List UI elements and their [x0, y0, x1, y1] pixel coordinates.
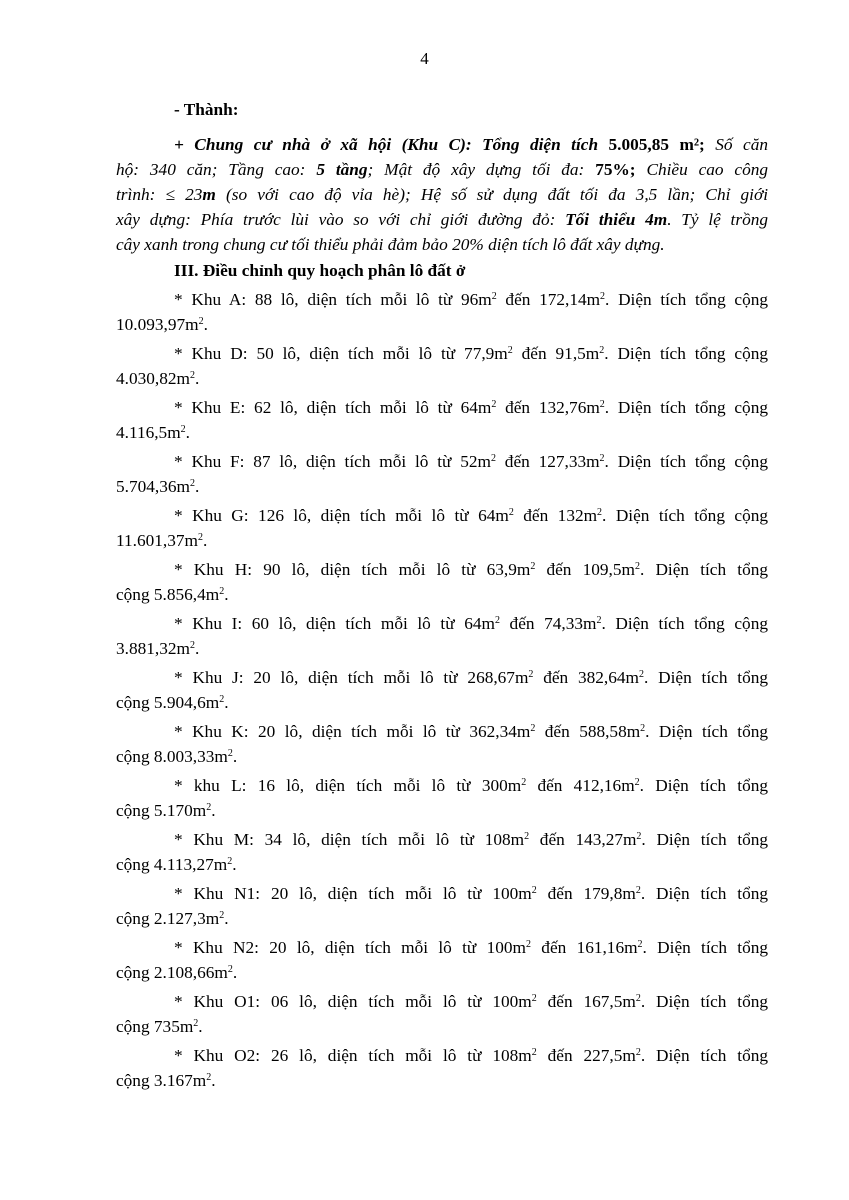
lot-paragraph — [116, 611, 768, 661]
superscript-2: 2 — [531, 1047, 537, 1059]
lot-paragraph — [116, 665, 768, 715]
superscript-2: 2 — [634, 777, 640, 789]
lot-paragraph — [116, 449, 768, 499]
page-number: 4 — [420, 49, 429, 68]
superscript-2: 2 — [599, 345, 605, 357]
lot-area-from: $100m^2$ — [492, 992, 537, 1011]
lot-area-to: $91,5m^2$ — [555, 344, 605, 363]
lot-count: 20 lô — [253, 668, 294, 687]
lot-line-2: $10.093,97m^2$. — [116, 315, 208, 334]
superscript-2: 2 — [189, 478, 195, 490]
lot-den: đến — [541, 938, 567, 957]
lot-line-2: $5.704,36m^2$. — [116, 477, 200, 496]
lot-zone: * Khu A: — [174, 290, 247, 309]
lot-line-1: * khu L: 16 lô, diện tích mỗi lô từ $300m^2$ đến $412,16m^2$. Diện tích tổng — [174, 776, 768, 795]
heading-iii: III. Điều chỉnh quy hoạch phân lô đất ở — [174, 261, 466, 280]
khu-c-line4a: xây dựng: Phía trước lùi vào so với chỉ giới đường đỏ: — [116, 210, 556, 229]
superscript-2: 2 — [508, 507, 514, 519]
lot-zone: * Khu N2: — [174, 938, 259, 957]
lot-total-lead: Diện tích tổng — [658, 668, 769, 687]
superscript-2: 2 — [219, 694, 225, 706]
paragraph-khu-c — [116, 132, 768, 257]
lot-area-from: $64m^2$ — [464, 614, 500, 633]
superscript-2: 2 — [206, 1072, 212, 1084]
lot-area-to: $227,5m^2$ — [583, 1046, 641, 1065]
lot-line-1: * Khu G: 126 lô, diện tích mỗi lô từ $64m^2$ đến $132m^2$. Diện tích tổng cộng — [174, 506, 768, 525]
khu-c-area: 5.005,85 m²; — [608, 135, 705, 154]
lot-phrase: diện tích mỗi lô từ — [320, 506, 469, 525]
lot-line-2: cộng $2.108,66m^2$. — [116, 963, 238, 982]
lot-line-1: * Khu O1: 06 lô, diện tích mỗi lô từ $100m^2$ đến $167,5m^2$. Diện tích tổng — [174, 992, 769, 1011]
lot-count: 20 lô — [258, 722, 299, 741]
lot-total-lead: Diện tích tổng — [657, 938, 768, 957]
khu-c-line2a: hộ: 340 căn; Tầng cao: — [116, 160, 306, 179]
lot-zone: * Khu D: — [174, 344, 248, 363]
superscript-2: 2 — [521, 777, 527, 789]
lot-count: 16 lô — [257, 776, 300, 795]
lot-area-from: $64m^2$ — [478, 506, 514, 525]
lot-line-1: * Khu E: 62 lô, diện tích mỗi lô từ $64m^2$ đến $132,76m^2$. Diện tích tổng cộng — [174, 398, 768, 417]
lot-paragraph — [116, 395, 768, 445]
lot-line-1: * Khu D: 50 lô, diện tích mỗi lô từ $77,9m^2$ đến $91,5m^2$. Diện tích tổng cộng — [174, 344, 769, 363]
khu-c-density: 75%; — [595, 160, 636, 179]
lot-total: cộng $2.108,66m^2$ — [116, 963, 233, 982]
lot-zone: * Khu K: — [174, 722, 249, 741]
lot-paragraph — [116, 557, 768, 607]
superscript-2: 2 — [507, 345, 513, 357]
lot-line-1: * Khu N2: 20 lô, diện tích mỗi lô từ $100m^2$ đến $161,16m^2$. Diện tích tổng — [174, 938, 768, 957]
lot-count: 60 lô — [251, 614, 293, 633]
lot-total: cộng $5.904,6m^2$ — [116, 693, 225, 712]
lot-total: $10.093,97m^2$ — [116, 315, 204, 334]
superscript-2: 2 — [198, 316, 204, 328]
lot-total-lead: Diện tích tổng cộng — [615, 614, 768, 633]
lot-area-to: $412,16m^2$ — [573, 776, 640, 795]
lot-phrase: diện tích mỗi lô từ — [311, 722, 460, 741]
lot-line-2: cộng $5.170m^2$. — [116, 801, 216, 820]
lot-total: $3.881,32m^2$ — [116, 639, 195, 658]
lot-phrase: diện tích mỗi lô từ — [327, 992, 482, 1011]
lot-paragraph — [116, 773, 768, 823]
lot-total: $5.704,36m^2$ — [116, 477, 195, 496]
khu-c-line3a: trình: ≤ 23 — [116, 185, 203, 204]
lot-total: cộng $2.127,3m^2$ — [116, 909, 225, 928]
lot-count: 90 lô — [263, 560, 306, 579]
lot-den: đến — [504, 452, 530, 471]
lot-area-from: $63,9m^2$ — [486, 560, 536, 579]
lot-line-1: * Khu F: 87 lô, diện tích mỗi lô từ $52m^2$ đến $127,33m^2$. Diện tích tổng cộng — [174, 452, 768, 471]
superscript-2: 2 — [524, 831, 530, 843]
lot-zone: * khu L: — [174, 776, 247, 795]
lot-area-from: $52m^2$ — [460, 452, 496, 471]
lot-count: 26 lô — [270, 1046, 313, 1065]
lot-zone: * Khu E: — [174, 398, 246, 417]
lot-total-lead: Diện tích tổng — [656, 1046, 769, 1065]
superscript-2: 2 — [599, 399, 605, 411]
lot-line-1: * Khu I: 60 lô, diện tích mỗi lô từ $64m^2$ đến $74,33m^2$. Diện tích tổng cộng — [174, 614, 768, 633]
superscript-2: 2 — [530, 723, 536, 735]
lot-zone: * Khu O2: — [174, 1046, 261, 1065]
lot-area-to: $161,16m^2$ — [576, 938, 643, 957]
lot-total: $4.030,82m^2$ — [116, 369, 195, 388]
khu-c-line1-rest: Số căn — [715, 135, 768, 154]
lot-paragraph — [116, 341, 768, 391]
lot-zone: * Khu F: — [174, 452, 245, 471]
lot-den: đến — [537, 776, 563, 795]
lot-area-from: $108m^2$ — [492, 1046, 537, 1065]
lot-total-lead: Diện tích tổng — [658, 722, 769, 741]
lot-line-1: * Khu K: 20 lô, diện tích mỗi lô từ $362,34m^2$ đến $588,58m^2$. Diện tích tổng — [174, 722, 769, 741]
lot-paragraph — [116, 719, 768, 769]
lot-line-1: * Khu M: 34 lô, diện tích mỗi lô từ $108m^2$ đến $143,27m^2$. Diện tích tổng — [174, 830, 769, 849]
khu-c-line4c: . Tỷ lệ trồng — [667, 210, 768, 229]
lot-den: đến — [547, 1046, 573, 1065]
lot-total-lead: Diện tích tổng — [655, 776, 768, 795]
lot-phrase: diện tích mỗi lô từ — [306, 614, 455, 633]
lot-count: 20 lô — [269, 938, 311, 957]
section-thanh-heading — [116, 97, 768, 122]
lot-line-2: cộng $735m^2$. — [116, 1017, 203, 1036]
khu-c-line2e: Chiều cao công — [646, 160, 769, 179]
lot-total: cộng $3.167m^2$ — [116, 1071, 212, 1090]
lot-area-from: $108m^2$ — [484, 830, 530, 849]
lot-phrase: diện tích mỗi lô từ — [308, 668, 458, 687]
khu-c-floors: 5 tầng — [316, 160, 368, 179]
superscript-2: 2 — [531, 885, 537, 897]
lot-line-2: cộng $2.127,3m^2$. — [116, 909, 229, 928]
superscript-2: 2 — [634, 561, 640, 573]
superscript-2: 2 — [528, 669, 534, 681]
lot-line-2: cộng $8.003,33m^2$. — [116, 747, 238, 766]
superscript-2: 2 — [189, 370, 195, 382]
lot-total: cộng $5.856,4m^2$ — [116, 585, 225, 604]
lot-total: cộng $735m^2$ — [116, 1017, 199, 1036]
lot-area-to: $172,14m^2$ — [539, 290, 606, 309]
lot-paragraph — [116, 1043, 768, 1093]
superscript-2: 2 — [636, 831, 642, 843]
lot-phrase: diện tích mỗi lô từ — [321, 830, 475, 849]
lot-den: đến — [523, 506, 549, 525]
superscript-2: 2 — [193, 1018, 199, 1030]
lot-total: $4.116,5m^2$ — [116, 423, 186, 442]
lot-den: đến — [539, 830, 565, 849]
lot-zone: * Khu H: — [174, 560, 264, 579]
superscript-2: 2 — [491, 291, 497, 303]
lot-area-to: $74,33m^2$ — [544, 614, 602, 633]
lot-area-to: $179,8m^2$ — [583, 884, 641, 903]
lot-zone: * Khu I: — [174, 614, 243, 633]
lot-den: đến — [521, 344, 547, 363]
khu-c-line5: cây xanh trong chung cư tối thiểu phải đảm bảo 20% diện tích lô đất xây dựng. — [116, 235, 665, 254]
superscript-2: 2 — [635, 885, 641, 897]
lot-den: đến — [544, 722, 570, 741]
lot-count: 88 lô — [254, 290, 295, 309]
khu-c-height-unit: m — [202, 185, 216, 204]
superscript-2: 2 — [227, 748, 233, 760]
lot-area-from: $362,34m^2$ — [469, 722, 536, 741]
lot-den: đến — [543, 668, 569, 687]
lot-line-2: cộng $5.904,6m^2$. — [116, 693, 229, 712]
lot-area-to: $588,58m^2$ — [579, 722, 646, 741]
lot-phrase: diện tích mỗi lô từ — [315, 776, 471, 795]
lot-phrase: diện tích mỗi lô từ — [327, 1046, 482, 1065]
superscript-2: 2 — [490, 453, 496, 465]
lot-line-2: $11.601,37m^2$. — [116, 531, 208, 550]
section-heading: - Thành: — [174, 100, 239, 119]
lot-line-1: * Khu O2: 26 lô, diện tích mỗi lô từ $108m^2$ đến $227,5m^2$. Diện tích tổng — [174, 1046, 769, 1065]
superscript-2: 2 — [227, 964, 233, 976]
khu-c-line3c: (so với cao độ vỉa hè); Hệ số sử dụng đất tối đa 3,5 lần; Chỉ giới — [226, 185, 768, 204]
lot-line-2: $4.030,82m^2$. — [116, 369, 200, 388]
lot-count: 20 lô — [270, 884, 313, 903]
lot-count: 126 lô — [258, 506, 307, 525]
lot-count: 06 lô — [270, 992, 313, 1011]
superscript-2: 2 — [180, 424, 186, 436]
lot-area-to: $382,64m^2$ — [578, 668, 644, 687]
lot-line-1: * Khu A: 88 lô, diện tích mỗi lô từ $96m^2$ đến $172,14m^2$. Diện tích tổng cộng — [174, 290, 768, 309]
lot-total: cộng $5.170m^2$ — [116, 801, 212, 820]
lot-total-lead: Diện tích tổng cộng — [617, 452, 768, 471]
superscript-2: 2 — [219, 910, 225, 922]
lot-zone: * Khu M: — [174, 830, 254, 849]
lot-paragraph — [116, 827, 768, 877]
lot-paragraph — [116, 881, 768, 931]
superscript-2: 2 — [197, 532, 203, 544]
superscript-2: 2 — [635, 993, 641, 1005]
lot-count: 50 lô — [256, 344, 297, 363]
lot-area-from: $300m^2$ — [481, 776, 527, 795]
lot-count: 87 lô — [253, 452, 293, 471]
lot-area-from: $268,67m^2$ — [467, 668, 534, 687]
lot-den: đến — [547, 992, 573, 1011]
lot-total-lead: Diện tích tổng cộng — [618, 290, 768, 309]
lot-den: đến — [505, 290, 531, 309]
lot-den: đến — [546, 560, 572, 579]
lot-total: $11.601,37m^2$ — [116, 531, 203, 550]
lot-area-from: $96m^2$ — [460, 290, 497, 309]
lot-area-to: $109,5m^2$ — [582, 560, 640, 579]
lot-zone: * Khu N1: — [174, 884, 261, 903]
lot-area-from: $77,9m^2$ — [464, 344, 513, 363]
lot-area-to: $143,27m^2$ — [575, 830, 642, 849]
lot-phrase: diện tích mỗi lô từ — [307, 290, 453, 309]
lot-area-to: $127,33m^2$ — [538, 452, 605, 471]
superscript-2: 2 — [635, 1047, 641, 1059]
lot-area-from: $100m^2$ — [492, 884, 537, 903]
lot-zone: * Khu O1: — [174, 992, 261, 1011]
superscript-2: 2 — [525, 939, 531, 951]
superscript-2: 2 — [227, 856, 233, 868]
khu-c-line2c: ; Mật độ xây dựng tối đa: — [367, 160, 585, 179]
lot-total-lead: Diện tích tổng cộng — [617, 398, 768, 417]
superscript-2: 2 — [640, 723, 646, 735]
lot-line-1: * Khu N1: 20 lô, diện tích mỗi lô từ $100m^2$ đến $179,8m^2$. Diện tích tổng — [174, 884, 769, 903]
lot-area-from: $64m^2$ — [460, 398, 497, 417]
lot-den: đến — [505, 398, 531, 417]
superscript-2: 2 — [189, 640, 195, 652]
lot-zone: * Khu G: — [174, 506, 249, 525]
lot-total-lead: Diện tích tổng cộng — [615, 506, 768, 525]
superscript-2: 2 — [206, 802, 212, 814]
superscript-2: 2 — [530, 561, 536, 573]
lot-total-lead: Diện tích tổng — [655, 560, 769, 579]
superscript-2: 2 — [599, 453, 605, 465]
lot-line-2: cộng $5.856,4m^2$. — [116, 585, 229, 604]
superscript-2: 2 — [637, 939, 643, 951]
lot-phrase: diện tích mỗi lô từ — [327, 884, 482, 903]
lot-den: đến — [509, 614, 535, 633]
lot-total-lead: Diện tích tổng cộng — [617, 344, 769, 363]
superscript-2: 2 — [491, 399, 497, 411]
lot-line-2: cộng $4.113,27m^2$. — [116, 855, 237, 874]
lot-total-lead: Diện tích tổng — [656, 992, 769, 1011]
superscript-2: 2 — [596, 615, 602, 627]
superscript-2: 2 — [531, 993, 537, 1005]
khu-c-setback: Tối thiểu 4m — [565, 210, 668, 229]
lot-area-to: $167,5m^2$ — [583, 992, 641, 1011]
lot-line-2: $3.881,32m^2$. — [116, 639, 200, 658]
lot-phrase: diện tích mỗi lô từ — [306, 398, 452, 417]
lot-total-lead: Diện tích tổng — [656, 884, 769, 903]
khu-c-lead: + Chung cư nhà ở xã hội (Khu C): Tổng diện tích — [174, 135, 599, 154]
lot-line-2: $4.116,5m^2$. — [116, 423, 190, 442]
lot-area-from: $100m^2$ — [486, 938, 531, 957]
lot-paragraph — [116, 935, 768, 985]
lot-area-to: $132m^2$ — [557, 506, 603, 525]
superscript-2: 2 — [494, 615, 500, 627]
superscript-2: 2 — [600, 291, 606, 303]
lot-phrase: diện tích mỗi lô từ — [320, 560, 476, 579]
lot-paragraph — [116, 989, 768, 1039]
superscript-2: 2 — [597, 507, 603, 519]
lot-phrase: diện tích mỗi lô từ — [309, 344, 456, 363]
superscript-2: 2 — [219, 586, 225, 598]
lot-count: 34 lô — [264, 830, 307, 849]
lot-paragraph — [116, 287, 768, 337]
lot-zone: * Khu J: — [174, 668, 244, 687]
lot-total: cộng $4.113,27m^2$ — [116, 855, 233, 874]
lot-total-lead: Diện tích tổng — [656, 830, 769, 849]
lot-paragraph — [116, 503, 768, 553]
lot-phrase: diện tích mỗi lô từ — [324, 938, 477, 957]
lot-area-to: $132,76m^2$ — [538, 398, 605, 417]
lot-total: cộng $8.003,33m^2$ — [116, 747, 233, 766]
lot-line-2: cộng $3.167m^2$. — [116, 1071, 216, 1090]
heading-iii-block — [116, 258, 768, 283]
lot-line-1: * Khu H: 90 lô, diện tích mỗi lô từ $63,9m^2$ đến $109,5m^2$. Diện tích tổng — [174, 560, 769, 579]
lot-count: 62 lô — [254, 398, 294, 417]
lot-den: đến — [547, 884, 573, 903]
lot-phrase: diện tích mỗi lô từ — [305, 452, 452, 471]
superscript-2: 2 — [638, 669, 644, 681]
lot-line-1: * Khu J: 20 lô, diện tích mỗi lô từ $268,67m^2$ đến $382,64m^2$. Diện tích tổng — [174, 668, 769, 687]
